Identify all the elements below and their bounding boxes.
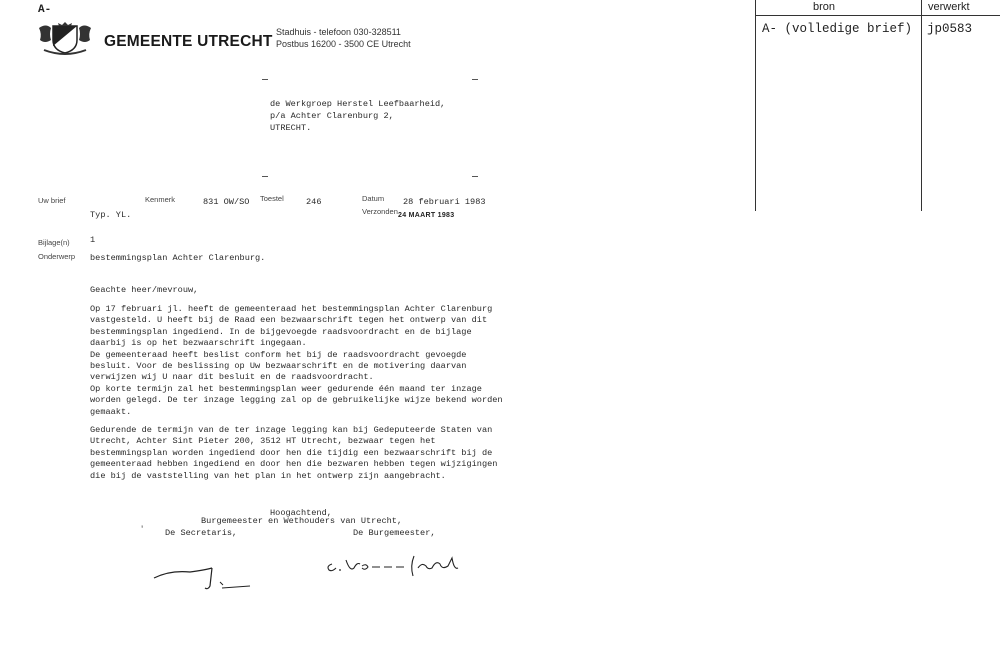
toestel-label: Toestel [260, 194, 284, 203]
body-paragraph: Op korte termijn zal het bestemmingsplan weer gedurende één maand ter inzage worden gelegd. De ter inzage legging zal op de gebruikelijke wijze bekend worden gemaakt. [90, 384, 503, 417]
mayor-label: De Burgemeester, [353, 528, 436, 538]
closing: Hoogachtend, [270, 508, 332, 518]
org-name: GEMEENTE UTRECHT [104, 33, 273, 50]
secretary-signature [150, 558, 260, 594]
contact-postbus: Postbus 16200 - 3500 CE Utrecht [276, 39, 411, 49]
address-corner-mark [262, 176, 268, 177]
corner-mark: A- [38, 4, 52, 16]
kenmerk-label: Kenmerk [145, 195, 176, 204]
address-corner-mark [472, 79, 478, 80]
toestel-value: 246 [306, 197, 322, 207]
bron-cell: A- (volledige brief) [762, 22, 913, 36]
datum-value: 28 februari 1983 [403, 197, 486, 207]
address-line: de Werkgroep Herstel Leefbaarheid, [270, 99, 446, 109]
kenmerk-value: 831 OW/SO [203, 197, 250, 207]
address-corner-mark [262, 79, 268, 80]
column-divider [755, 0, 756, 211]
uw-brief-label: Uw brief [38, 196, 66, 205]
bijlagen-value: 1 [90, 235, 96, 245]
mayor-signature [322, 550, 467, 582]
coat-of-arms-icon [36, 22, 94, 56]
secretary-label: De Secretaris, [165, 528, 238, 538]
address-line: p/a Achter Clarenburg 2, [270, 111, 394, 121]
signatory-body: Burgemeester en Wethouders van Utrecht, [201, 516, 403, 526]
salutation: Geachte heer/mevrouw, [90, 285, 199, 295]
address-line: UTRECHT. [270, 123, 312, 133]
address-corner-mark [472, 176, 478, 177]
column-header-verwerkt: verwerkt [928, 1, 970, 13]
contact-phone: Stadhuis - telefoon 030-328511 [276, 27, 401, 37]
column-divider [921, 0, 922, 211]
tick-mark: ' [140, 526, 145, 534]
onderwerp-label: Onderwerp [38, 252, 76, 261]
body-paragraph: Gedurende de termijn van de ter inzage legging kan bij Gedeputeerde Staten van Utrecht, Achter Sint Pieter 200, 3512 HT Utrecht, bezwaar tegen het bestemmingsplan worden ingediend door hen die tijdig een bezwaarschrift bij de gemeenteraad hebben ingediend en door hen die bezwaren hebben tegen wijzigingen die bij de vaststelling van het plan in het ontwerp zijn aangebracht. [90, 425, 498, 481]
typist-initials: Typ. YL. [90, 210, 132, 220]
onderwerp-value: bestemmingsplan Achter Clarenburg. [90, 253, 266, 263]
column-header-bron: bron [813, 1, 836, 13]
verwerkt-cell: jp0583 [927, 22, 973, 36]
verzonden-label: Verzonden [362, 207, 398, 216]
verzonden-stamp: 24 MAART 1983 [398, 212, 455, 219]
body-paragraph: Op 17 februari jl. heeft de gemeenteraad het bestemmingsplan Achter Clarenburg vastgesteld. U heeft bij de Raad een bezwaarschrift tegen het ontwerp van dit bestemmingsplan ingediend. In de bijgevoegde raadsvoordracht en de bijlage daarbij is op het bezwaarschrift ingegaan. De gemeenteraad heeft beslist conform het bij de raadsvoordracht gevoegde besluit. Voor de beslissing op Uw bezwaarschrift en de motivering daarvan verwijzen wij U naar dit besluit en de raadsvoordracht. [90, 304, 493, 383]
bijlagen-label: Bijlage(n) [38, 238, 70, 247]
datum-label: Datum [362, 194, 385, 203]
header-divider [755, 15, 1000, 16]
